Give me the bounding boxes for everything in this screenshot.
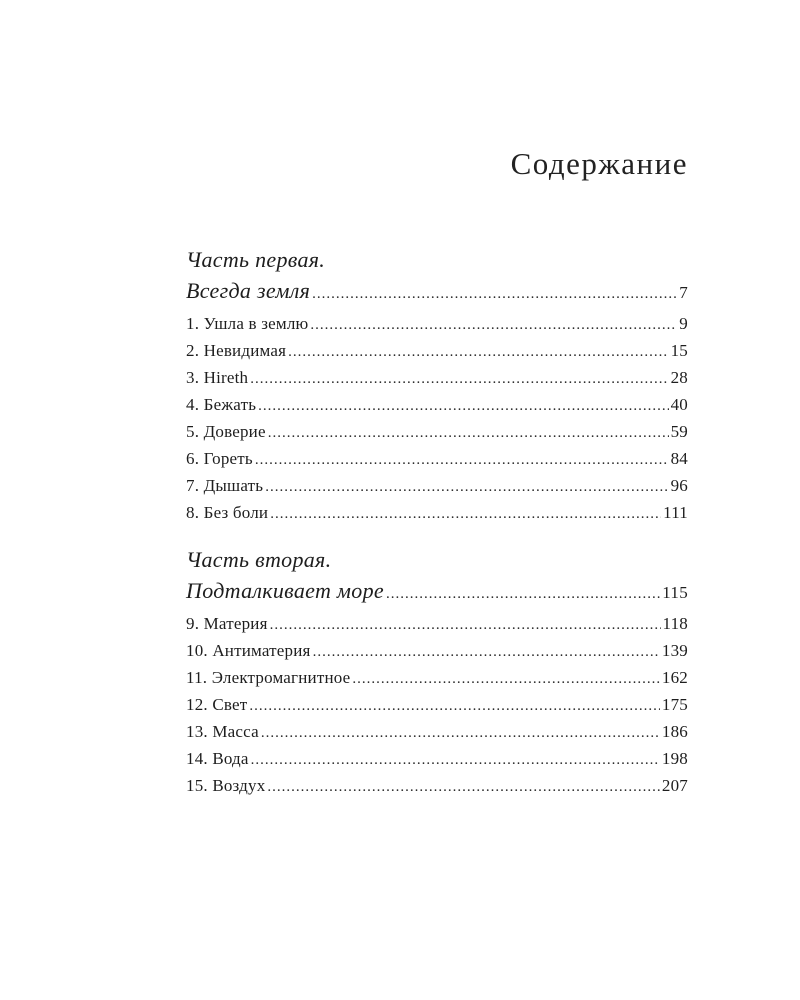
chapter-title: Ушла в землю: [203, 314, 309, 333]
chapter-number: 12.: [186, 695, 208, 714]
page-number: 7: [679, 283, 688, 302]
toc-entry[interactable]: [186, 719, 688, 746]
chapter-number: 6.: [186, 449, 200, 468]
page-number: 84: [670, 449, 688, 468]
dot-leader: [268, 421, 669, 446]
dot-leader: [312, 279, 677, 310]
chapter-title: Воздух: [212, 776, 266, 795]
part-title-line[interactable]: [186, 275, 688, 310]
dot-leader: [313, 640, 660, 665]
chapter-title: Без боли: [203, 503, 269, 522]
chapter-number: 4.: [186, 395, 200, 414]
page-title: Содержание: [510, 146, 688, 181]
chapter-title: Бежать: [203, 395, 257, 414]
dot-leader: [265, 475, 668, 500]
chapter-number: 7.: [186, 476, 200, 495]
chapter-number: 8.: [186, 503, 200, 522]
page-number: 207: [661, 776, 688, 795]
dot-leader: [352, 667, 659, 692]
toc-entry[interactable]: [186, 311, 688, 338]
page-number: 28: [670, 368, 688, 387]
dot-leader: [255, 448, 669, 473]
chapter-number: 10.: [186, 641, 208, 660]
chapter-number: 9.: [186, 614, 200, 633]
toc-entry[interactable]: [186, 773, 688, 800]
toc-entry[interactable]: [186, 365, 688, 392]
chapter-title: Гореть: [203, 449, 253, 468]
dot-leader: [250, 367, 668, 392]
page-number: 40: [670, 395, 688, 414]
part-subtitle: Всегда земля: [186, 278, 311, 303]
toc-entry[interactable]: [186, 419, 688, 446]
page-number: 186: [661, 722, 688, 741]
chapter-title: Масса: [212, 722, 259, 741]
page-number: 115: [662, 583, 688, 602]
chapter-title: Вода: [212, 749, 249, 768]
part-heading: Часть вторая.: [186, 547, 332, 572]
chapter-number: 2.: [186, 341, 200, 360]
toc-entry[interactable]: [186, 746, 688, 773]
toc-entry[interactable]: [186, 338, 688, 365]
dot-leader: [258, 394, 668, 419]
part-title-line[interactable]: [186, 575, 688, 610]
chapter-number: 15.: [186, 776, 208, 795]
chapter-number: 3.: [186, 368, 200, 387]
toc-entry[interactable]: [186, 611, 688, 638]
dot-leader: [267, 775, 659, 800]
part-one: [186, 244, 688, 527]
toc-entry[interactable]: [186, 500, 688, 527]
toc-entry[interactable]: [186, 665, 688, 692]
dot-leader: [310, 313, 677, 338]
toc-entry[interactable]: [186, 638, 688, 665]
dot-leader: [261, 721, 660, 746]
dot-leader: [288, 340, 668, 365]
page-number: 198: [661, 749, 688, 768]
chapter-number: 5.: [186, 422, 200, 441]
page-number: 139: [661, 641, 688, 660]
chapter-title: Невидимая: [203, 341, 287, 360]
chapter-title: Hireth: [203, 368, 249, 387]
page-number: 175: [661, 695, 688, 714]
dot-leader: [270, 502, 661, 527]
toc-entry[interactable]: [186, 392, 688, 419]
part-subtitle: Подталкивает море: [186, 578, 384, 603]
chapter-title: Дышать: [203, 476, 264, 495]
page-number: 15: [670, 341, 688, 360]
chapter-title: Электромагнитное: [211, 668, 351, 687]
page-number: 9: [679, 314, 688, 333]
page-number: 111: [663, 503, 688, 522]
toc-entry[interactable]: [186, 446, 688, 473]
toc-entry[interactable]: [186, 473, 688, 500]
dot-leader: [386, 579, 660, 610]
chapter-number: 1.: [186, 314, 200, 333]
chapter-title: Доверие: [203, 422, 266, 441]
chapter-number: 11.: [186, 668, 208, 687]
page-number: 118: [662, 614, 688, 633]
part-two: [186, 544, 688, 800]
chapter-title: Материя: [203, 614, 268, 633]
chapter-title: Антиматерия: [212, 641, 311, 660]
page-number: 96: [670, 476, 688, 495]
part-heading: Часть первая.: [186, 247, 326, 272]
dot-leader: [249, 694, 660, 719]
chapter-title: Свет: [212, 695, 248, 714]
chapter-number: 14.: [186, 749, 208, 768]
dot-leader: [251, 748, 660, 773]
chapter-number: 13.: [186, 722, 208, 741]
toc-entry[interactable]: [186, 692, 688, 719]
table-of-contents: [186, 244, 688, 800]
page-number: 59: [670, 422, 688, 441]
page-number: 162: [661, 668, 688, 687]
dot-leader: [270, 613, 661, 638]
